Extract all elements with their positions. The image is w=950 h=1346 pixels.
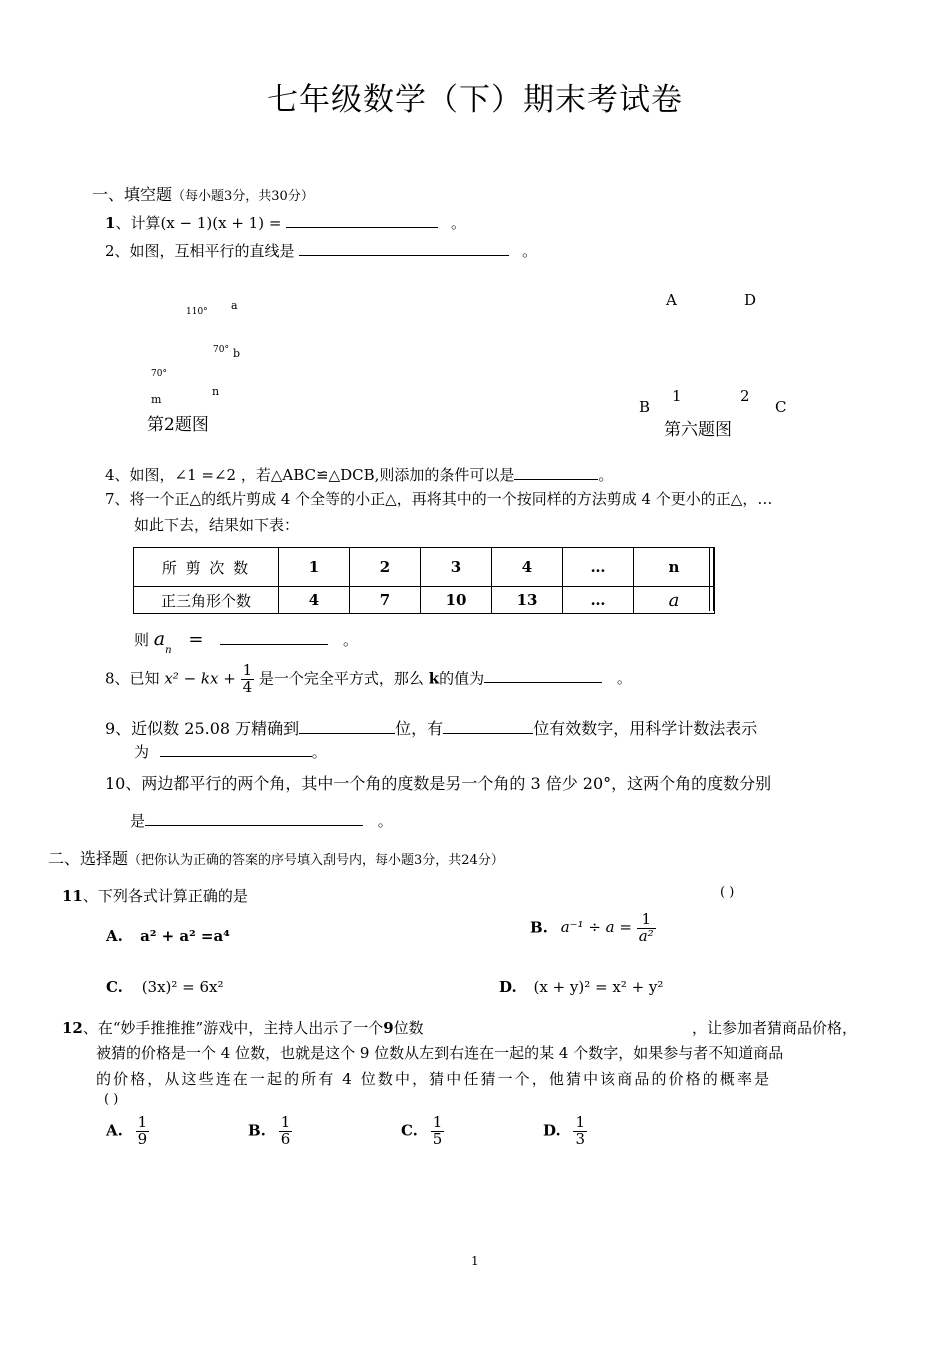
table-cell: 4 bbox=[492, 548, 563, 587]
table-cell: 10 bbox=[421, 587, 492, 614]
q7-line1: 7、将一个正△的纸片剪成 4 个全等的小正△，再将其中的一个按同样的方法剪成 4 个更小的正△，… bbox=[105, 490, 773, 508]
fig2-angle-70-left: 70° bbox=[151, 369, 167, 379]
fraction-numerator: 1 bbox=[137, 1113, 148, 1131]
fraction-numerator: 1 bbox=[242, 661, 253, 679]
section2-note: （把你认为正确的答案的序号填入刮号内，每小题3分，共24分） bbox=[128, 853, 504, 868]
fig2-line-n: n bbox=[212, 385, 220, 398]
q7-line2: 如此下去，结果如下表： bbox=[134, 516, 300, 534]
table-cell: 4 bbox=[279, 587, 350, 614]
q2-end: 。 bbox=[522, 242, 538, 260]
q11-option-A[interactable] bbox=[106, 927, 230, 945]
page-number: 1 bbox=[471, 1254, 479, 1268]
fraction-denominator: a² bbox=[638, 926, 654, 945]
q7-end: 。 bbox=[343, 631, 359, 649]
q12-text-b: 位数 bbox=[393, 1019, 424, 1037]
section2-heading bbox=[48, 846, 504, 869]
option-label: B. bbox=[248, 1121, 266, 1140]
question-1 bbox=[105, 212, 466, 233]
q8-mid: 是一个完全平方式，那么 bbox=[258, 669, 424, 688]
question-2 bbox=[105, 240, 537, 261]
fig6-point-B: B bbox=[639, 398, 651, 416]
option-fraction bbox=[279, 1115, 293, 1148]
q11-answer-paren[interactable]: ( ) bbox=[720, 885, 735, 900]
q12-text-a: 、在“妙手推推推”游戏中，主持人出示了一个 bbox=[82, 1019, 384, 1037]
q7-equals: = bbox=[188, 629, 204, 650]
table-cell: 正三角形个数 bbox=[134, 587, 279, 614]
section2-title: 二、选择题 bbox=[48, 849, 129, 868]
q1-end: 。 bbox=[450, 214, 466, 232]
q9-text-d: 为 bbox=[134, 743, 150, 761]
fraction-denominator: 9 bbox=[137, 1129, 148, 1148]
section1-heading bbox=[92, 182, 314, 205]
fraction-numerator: 1 bbox=[280, 1113, 291, 1131]
option-label: B. bbox=[530, 918, 548, 937]
question-11 bbox=[62, 885, 248, 906]
q8-pre: 8、已知 bbox=[105, 669, 160, 688]
q4-text: 4、如图，∠1 =∠2 ，若△ABC≌△DCB,则添加的条件可以是 bbox=[105, 466, 515, 484]
fraction-numerator: 1 bbox=[575, 1113, 586, 1131]
table-cell: … bbox=[563, 587, 634, 614]
fraction-denominator: 4 bbox=[242, 677, 253, 696]
q7-n: n bbox=[165, 645, 172, 656]
q2-text: 2、如图，互相平行的直线是 bbox=[105, 242, 295, 260]
fig6-point-D: D bbox=[744, 291, 757, 309]
fraction-numerator: 1 bbox=[432, 1113, 443, 1131]
q12-option-D[interactable] bbox=[543, 1115, 587, 1148]
table-cell: 2 bbox=[350, 548, 421, 587]
fraction-denominator: 3 bbox=[575, 1129, 586, 1148]
q7-table bbox=[133, 547, 715, 614]
q12-number: 12 bbox=[62, 1019, 83, 1037]
option-label: D. bbox=[543, 1121, 561, 1140]
q12-line1-end: ，让参加者猜商品价格， bbox=[692, 1019, 858, 1037]
option-fraction bbox=[431, 1115, 445, 1148]
fig6-point-C: C bbox=[775, 398, 787, 416]
q9-blank-1[interactable] bbox=[299, 719, 395, 734]
q1-number: 1 bbox=[105, 214, 116, 232]
q8-post: 的值为 bbox=[439, 669, 485, 688]
fraction-denominator: 6 bbox=[280, 1129, 291, 1148]
q12-line2: 被猜的价格是一个 4 位数，也就是这个 9 位数从左到右连在一起的某 4 个数字，如果参与者不知道商品 bbox=[96, 1044, 784, 1062]
fig6-caption: 第六题图 bbox=[664, 420, 732, 440]
q11-option-D[interactable] bbox=[499, 978, 663, 996]
q7-answer-line bbox=[134, 628, 359, 656]
fig6-point-A: A bbox=[666, 291, 677, 309]
q7-answer-blank[interactable] bbox=[220, 630, 328, 645]
q11-number: 11 bbox=[62, 887, 83, 905]
q7-ze: 则 bbox=[134, 631, 150, 649]
option-expr: a⁻¹ ÷ a = bbox=[560, 918, 632, 937]
option-fraction bbox=[136, 1115, 150, 1148]
q12-line3: 的价格，从这些连在一起的所有 4 位数中，猜中任猜一个，他猜中该商品的价格的概率是 bbox=[96, 1070, 772, 1088]
option-fraction bbox=[573, 1115, 587, 1148]
option-label: A. bbox=[106, 927, 123, 945]
fig2-caption: 第2题图 bbox=[147, 415, 209, 435]
q10-end: 。 bbox=[377, 812, 393, 830]
table-cell: 1 bbox=[279, 548, 350, 587]
section1-note: （每小题3分，共30分） bbox=[172, 189, 314, 204]
fig2-line-a: a bbox=[231, 299, 238, 312]
fig2-angle-70-top: 70° bbox=[213, 345, 229, 355]
q9-text-a: 9、近似数 25.08 万精确到 bbox=[105, 719, 300, 738]
table-cell: a bbox=[634, 587, 715, 614]
fraction-denominator: 5 bbox=[432, 1129, 443, 1148]
q8-k: k bbox=[428, 669, 440, 688]
table-cell: 所 剪 次 数 bbox=[134, 548, 279, 587]
q2-answer-blank[interactable] bbox=[299, 241, 509, 256]
fraction-numerator: 1 bbox=[637, 912, 656, 929]
q9-blank-3[interactable] bbox=[160, 742, 312, 757]
table-cell: 7 bbox=[350, 587, 421, 614]
section1-title: 一、填空题 bbox=[92, 185, 173, 204]
q11-option-C[interactable] bbox=[106, 978, 224, 996]
fig2-angle-110: 110° bbox=[186, 307, 208, 317]
q1-text: 、计算(x − 1)(x + 1) = bbox=[115, 214, 282, 232]
q8-answer-blank[interactable] bbox=[484, 668, 602, 683]
q11-text: 、下列各式计算正确的是 bbox=[82, 887, 248, 905]
q10-answer-blank[interactable] bbox=[145, 811, 363, 826]
q11-option-B[interactable] bbox=[530, 912, 656, 945]
q9-blank-2[interactable] bbox=[443, 719, 533, 734]
table-cell: n bbox=[634, 548, 715, 587]
table-cell: 13 bbox=[492, 587, 563, 614]
q12-line1 bbox=[62, 1017, 424, 1038]
q8-end: 。 bbox=[616, 669, 632, 688]
q9-line2 bbox=[134, 741, 327, 762]
q9-end: 。 bbox=[311, 743, 327, 761]
q9-text-c: 位有效数字，用科学计数法表示 bbox=[533, 719, 758, 738]
table-cell: 3 bbox=[421, 548, 492, 587]
table-cell: … bbox=[563, 548, 634, 587]
question-4 bbox=[105, 464, 613, 485]
option-label: D. bbox=[499, 978, 517, 996]
q9-line1 bbox=[105, 716, 757, 739]
option-expr: (3x)² = 6x² bbox=[141, 978, 224, 996]
option-label: C. bbox=[401, 1121, 418, 1140]
q10-text: 是 bbox=[130, 812, 146, 830]
q12-nine: 9 bbox=[383, 1019, 394, 1037]
q10-line1: 10、两边都平行的两个角，其中一个角的度数是另一个角的 3 倍少 20°，这两个角的度数分别 bbox=[105, 774, 772, 793]
q12-option-B[interactable] bbox=[248, 1115, 292, 1148]
q4-answer-blank[interactable] bbox=[514, 465, 598, 480]
table-row bbox=[134, 548, 715, 587]
fig2-line-m: m bbox=[151, 393, 162, 406]
q10-line2 bbox=[130, 810, 393, 831]
q8-fraction bbox=[241, 663, 255, 696]
option-expr: a² + a² =a⁴ bbox=[140, 927, 230, 945]
option-label: C. bbox=[106, 978, 123, 996]
q9-text-b: 位，有 bbox=[395, 719, 444, 738]
fig6-angle-1: 1 bbox=[672, 387, 682, 405]
q11-B-fraction bbox=[637, 912, 656, 945]
option-label: A. bbox=[106, 1121, 123, 1140]
q12-option-C[interactable] bbox=[401, 1115, 444, 1148]
q1-answer-blank[interactable] bbox=[286, 213, 438, 228]
option-expr: (x + y)² = x² + y² bbox=[533, 978, 664, 996]
question-8 bbox=[105, 663, 632, 696]
q7-a: a bbox=[153, 628, 166, 650]
fig2-line-b: b bbox=[233, 347, 241, 360]
q4-end: 。 bbox=[598, 466, 614, 484]
page-title: 七年级数学（下）期末考试卷 bbox=[267, 82, 683, 118]
q12-answer-paren[interactable]: ( ) bbox=[104, 1092, 119, 1107]
table-right-double-border bbox=[709, 547, 714, 611]
table-row bbox=[134, 587, 715, 614]
fig6-angle-2: 2 bbox=[740, 387, 750, 405]
q8-expr: x² − kx + bbox=[164, 669, 236, 688]
q12-option-A[interactable] bbox=[106, 1115, 149, 1148]
